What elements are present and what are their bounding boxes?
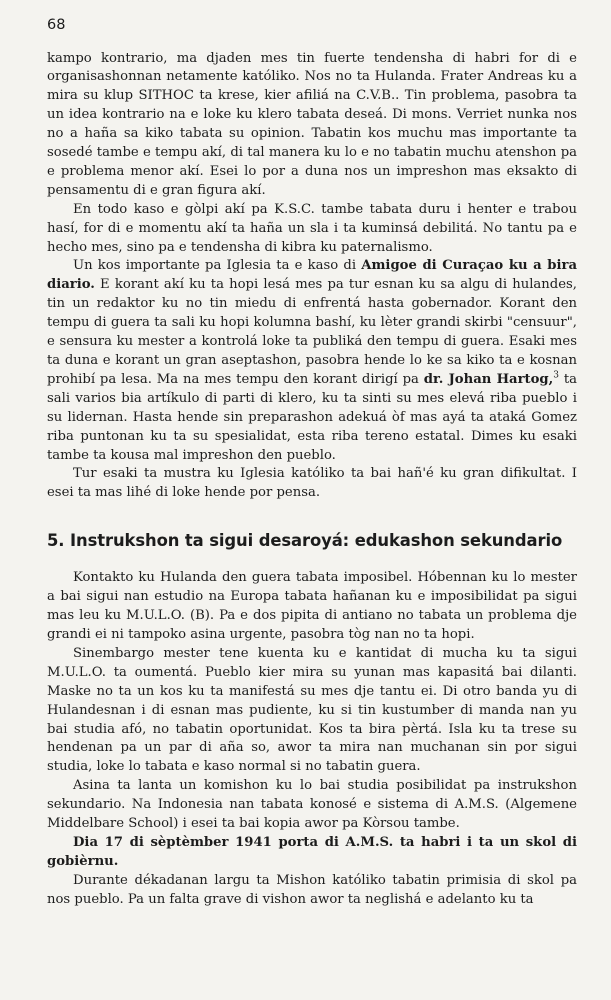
bold-paragraph: Dia 17 di sèptèmber 1941 porta di A.M.S. ta habri i ta un skol di gobièrnu.	[47, 834, 577, 869]
paragraph: En todo kaso e gòlpi akí pa K.S.C. tambe tabata duru i henter e trabou hasí, for di e momentu akí ta haña un sla i ta kuminsá debilitá. No tantu pa e hecho mes, sino pa e tendensha di kibra ku paternalismo.	[47, 201, 577, 255]
section-intro	[47, 50, 577, 504]
paragraph: Tur esaki ta mustra ku Iglesia katóliko ta bai hañ'é ku gran difikultat. I esei ta mas lihé di loke hende por pensa.	[47, 466, 577, 501]
page-number: 68	[47, 17, 66, 33]
paragraph: Kontakto ku Hulanda den guera tabata imposibel. Hóbennan ku lo mester a bai sigui nan estudio na Europa tabata hañanan ku e imposibilidat pa sigui mas leu ku M.U.L.O. (B). Pa e dos pipita di antiano no tabata un problema dje grandi ei ni tampoko asina urgente, pasobra tòg nan no ta hopi.	[47, 570, 577, 642]
text-run: E korant akí ku ta hopi lesá mes pa tur esnan ku sa algu di hulandes, tin un redaktor ku no tin miedu di enfrentá hasta gobernador. Korant den tempu di guera ta sali ku hopi kolumna bashí, ku lèter grandi skirbi "censuur", e sensura ku mester a kontrolá loke ta publiká den tempu di guera. Esaki mes ta duna e korant un gran aseptashon, pasobra hende lo ke sa kiko ta e kosnan prohibí pa lesa. Ma na mes tempu den korant dirigí pa	[47, 277, 577, 387]
paragraph: Sinembargo mester tene kuenta ku e kantidat di mucha ku ta sigui M.U.L.O. ta oumentá. Pueblo kier mira su yunan mas kapasitá bai dilanti. Maske no ta un kos ku ta manifestá su mes dje tantu ei. Di otro banda yu di Hulandesnan i di esnan mas pudiente, ku si tin kustumber di manda nan yu bai studia afó, no tabatin oportunidat. Kos ta bira pèrtá. Isla ku ta trese su hendenan pa un par di aña so, awor ta mira nan muchanan sin por sigui studia, loke lo tabata e kaso normal si no tabatin guera.	[47, 645, 577, 775]
bold-text: dr. Johan Hartog,	[423, 371, 554, 387]
text-run: Un kos importante pa Iglesia ta e kaso di	[73, 258, 362, 274]
paragraph: Asina ta lanta un komishon ku lo bai studia posibilidat pa instrukshon sekundario. Na Indonesia nan tabata konosé e sistema di A.M.S. (Algemene Middelbare School) i esei ta bai kopia awor pa Kòrsou tambe.	[47, 778, 577, 832]
paragraph: kampo kontrario, ma djaden mes tin fuerte tendensha di habri for di e organisashonnan netamente katóliko. Nos no ta Hulanda. Frater Andreas ku a mira su klup SITHOC ta krese, kier afiliá na C.V.B.. Tin problema, pasobra ta un idea kontrario na e loke ku klero tabata deseá. Di mons. Verriet nunka nos no a haña sa kiko tabata su opinion. Tabatin kos muchu mas importante ta sosedé tambe e tempu akí, di tal manera ku lo e no tabatin muchu atenshon pa e problema menor akí. Esei lo por a duna nos un impreshon mas eksakto di pensamentu di e gran figura akí.	[47, 50, 577, 198]
paragraph	[47, 257, 577, 465]
paragraph: Durante dékadanan largu ta Mishon katóliko tabatin primisia di skol pa nos pueblo. Pa un falta grave di vishon awor ta neglishá e adelanto ku ta	[47, 872, 577, 907]
footnote-reference: 3	[553, 370, 559, 381]
bold-text: Amigoe di Curaçao ku a bira diario.	[47, 258, 577, 293]
section-heading: 5. Instrukshon ta sigui desaroyá: edukashon sekundario	[47, 531, 563, 551]
section-education	[47, 569, 577, 909]
text-run: ta sali varios bia artíkulo di parti di klero, ku ta sinti su mes elevá riba pueblo i su lidernan. Hasta hende sin preparashon adekuá òf mas ayá ta ataká Gomez riba puntonan ku ta su spesialidat, esta riba tereno estatal. Dimes ku esaki tambe ta kousa mal impreshon den pueblo.	[47, 371, 578, 463]
